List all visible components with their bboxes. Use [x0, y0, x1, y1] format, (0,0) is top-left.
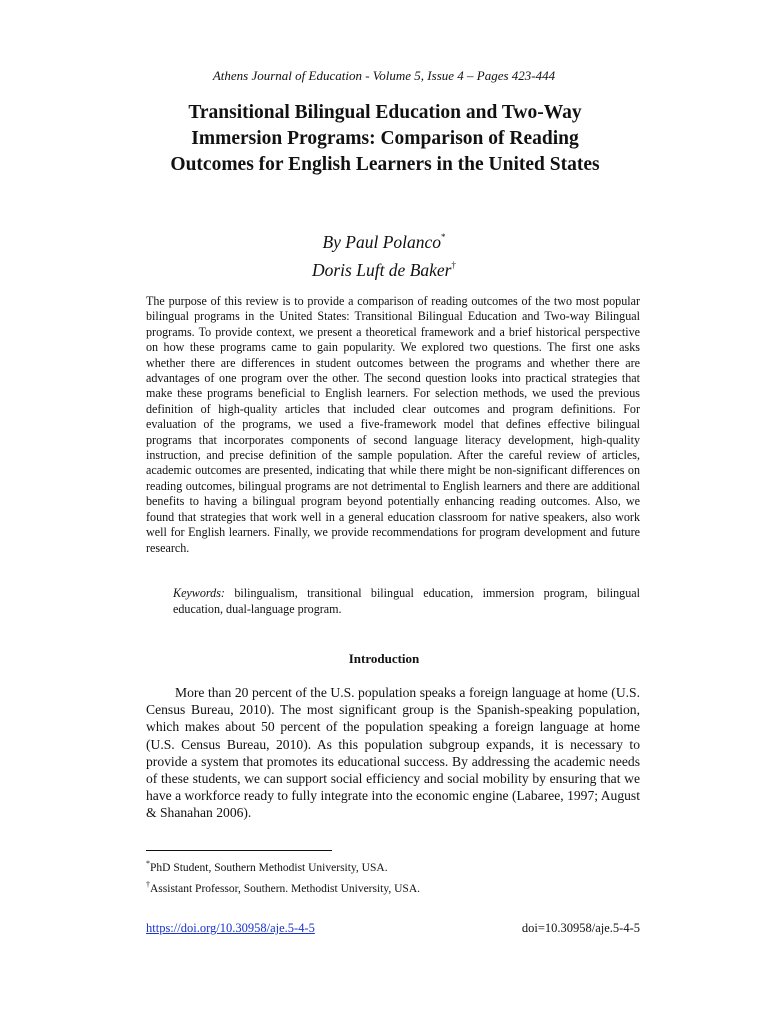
- journal-header: Athens Journal of Education - Volume 5, Issue 4 – Pages 423-444: [212, 68, 556, 83]
- footnotes: [146, 856, 640, 897]
- paper-title: Transitional Bilingual Education and Two-Way Immersion Programs: Comparison of Reading Outcomes for English Learners in the United States: [170, 102, 600, 175]
- author-footnote-mark: *: [441, 232, 446, 242]
- page-footer: [146, 921, 640, 936]
- abstract: The purpose of this review is to provide a comparison of reading outcomes of the two most popular bilingual programs in the United States: Transitional Bilingual Education and Two-way Bilingual programs. To provide context, we present a theoretical framework and a brief historical perspective on how these programs came to gain popularity. We explored two questions. The first one asks whether there are differences in student outcomes between the programs and whether there are advantages of one program over the other. The second question looks into practical strategies that make these programs beneficial to English learners. For selection methods, we used the previous definition of high-quality articles that included clear outcomes and program definitions. For evaluation of the programs, we used a five-framework model that defines effective bilingual programs that incorporates components of second language literacy development, high-quality instruction, and precise definition of the sample population. After the careful review of articles, academic outcomes are presented, indicating that while there might be non-significant differences on reading outcomes, bilingual programs are not detrimental to English learners and there are additional benefits to having a bilingual program beyond potentially enhancing reading outcomes. Also, we found that strategies that work well in a general education classroom for native speakers, also work well for English learners. Finally, we provide recommendations for program development and future research.: [146, 294, 640, 555]
- author-footnote-mark: †: [451, 260, 456, 270]
- intro-paragraph: More than 20 percent of the U.S. population speaks a foreign language at home (U.S. Census Bureau, 2010). The most significant group is the Spanish-speaking population, which makes about 50 percent of the population speaking a foreign language at home (U.S. Census Bureau, 2010). As this population subgroup expands, it is necessary to provide a system that promotes its educational success. By addressing the academic needs of these students, we can support social efficiency and social mobility by ensuring that we have a workforce ready to fully integrate into the economic engine (Labaree, 1997; August & Shanahan 2006).: [146, 685, 640, 821]
- author-list: [0, 226, 768, 282]
- footnote-text: Assistant Professor, Southern. Methodist University, USA.: [150, 882, 420, 895]
- keywords-list: bilingualism, transitional bilingual education, immersion program, bilingual education, dual-language program.: [173, 586, 640, 616]
- keywords: [173, 586, 640, 617]
- doi-text: doi=10.30958/aje.5-4-5: [521, 921, 640, 935]
- footnote-text: PhD Student, Southern Methodist University, USA.: [150, 862, 388, 874]
- footnote-divider: [146, 850, 332, 851]
- author-name: Doris Luft de Baker: [311, 260, 452, 280]
- author-1: [0, 226, 768, 254]
- author-2: [0, 254, 768, 282]
- footnote-1: [146, 856, 640, 877]
- footnote-mark: *: [146, 859, 150, 868]
- doi-link[interactable]: https://doi.org/10.30958/aje.5-4-5: [146, 921, 315, 935]
- footnote-2: [146, 877, 640, 898]
- section-heading-introduction: Introduction: [348, 651, 420, 666]
- author-name: By Paul Polanco: [322, 232, 442, 252]
- footnote-mark: †: [146, 879, 150, 889]
- keywords-label: Keywords:: [173, 586, 225, 600]
